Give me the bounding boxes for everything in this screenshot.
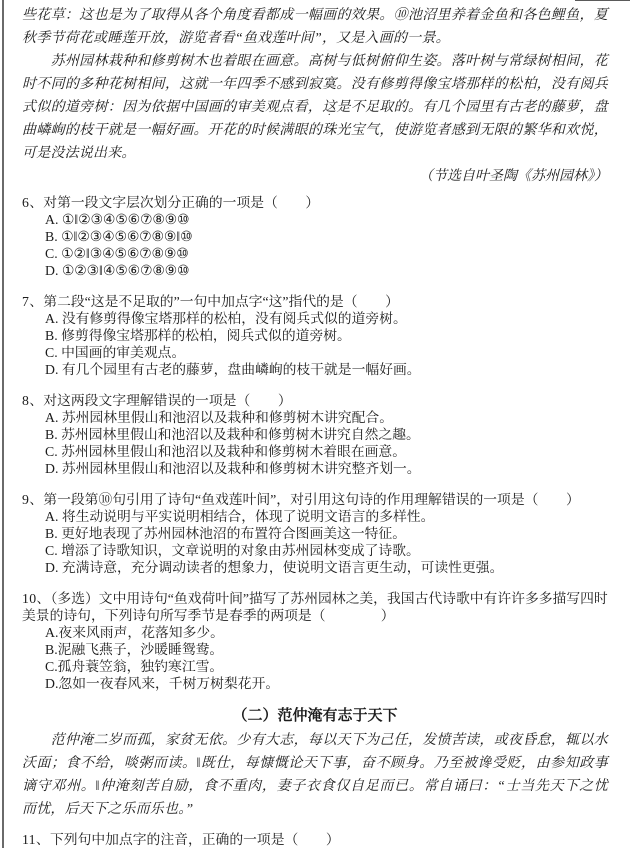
question-text: 下列句中加点字的注音，正确的一项是（ ） <box>49 832 340 847</box>
passage-line: 可是没法说出来。 <box>22 146 136 161</box>
option-b: B. ①‖②③④⑤⑥⑦⑧⑨‖⑩ <box>45 229 193 244</box>
question-8 <box>22 392 608 477</box>
passage-line: 秋季节荷花或睡莲开放，游览者看“鱼戏莲叶间”，又是入画的一景。 <box>22 31 450 46</box>
question-number: 6、 <box>22 195 44 210</box>
option-d: D. 充满诗意，充分调动读者的想象力，使说明文语言更生动，可读性更强。 <box>45 560 504 575</box>
passage-line: 时不同的多种花树相间，这就一年四季不感到寂寞。没有修剪得像宝塔那样的松柏，没有阅兵 <box>22 77 608 92</box>
option-c: C. ①②‖③④⑤⑥⑦⑧⑨⑩ <box>45 246 189 261</box>
question-text: 第一段第⑩句引用了诗句“鱼戏莲叶间”，对引用这句诗的作用理解错误的一项是（ ） <box>43 492 580 507</box>
passage-line: 苏州园林栽种和修剪树木也着眼在画意。高树与低树俯仰生姿。落叶树与常绿树相间，花 <box>22 54 608 69</box>
question-text: （多选）文中用诗句“鱼戏荷叶间”描写了苏州园林之美，我国古代诗歌中有许许多多描写四时美景的诗句，下列诗句所写季节是春季的两项是（ ） <box>22 591 608 623</box>
question-stem <box>22 590 608 624</box>
question-7 <box>22 293 608 378</box>
passage-line <box>22 96 608 119</box>
question-text: 第二段“这是不足取的”一句中加点字“这”指代的是（ ） <box>43 294 399 309</box>
option-b: B. 更好地表现了苏州园林池沼的布置符合图画美这一特征。 <box>45 526 407 541</box>
option-d: D. 有几个园里有古老的藤萝，盘曲嶙峋的枝干就是一幅好画。 <box>45 362 421 377</box>
question-number: 7、 <box>22 294 44 309</box>
section-fanzhongyan <box>22 706 608 821</box>
question-11 <box>22 831 608 848</box>
passage-line: 曲嶙峋的枝干就是一幅好画。开花的时候满眼的珠光宝气，使游览者感到无限的繁华和欢悦， <box>22 123 608 138</box>
emphasis-dotted-char: 这 <box>322 100 337 115</box>
passage-line: 而忧，后天下之乐而乐也。” <box>22 802 194 817</box>
option-b: B. 苏州园林里假山和池沼以及栽种和修剪树木讲究自然之趣。 <box>45 427 420 442</box>
page-border-top <box>575 0 630 1</box>
option-d: D. ①②③‖④⑤⑥⑦⑧⑨⑩ <box>45 263 190 278</box>
option-a: A. 没有修剪得像宝塔那样的松柏，没有阅兵式似的道旁树。 <box>45 311 407 326</box>
option-c: C. 增添了诗歌知识，文章说明的对象由苏州园林变成了诗歌。 <box>45 543 420 558</box>
question-number: 10、 <box>22 591 51 606</box>
question-9 <box>22 491 608 576</box>
passage-fanzhongyan <box>22 729 608 821</box>
passage-line: 谪守邓州。‖仲淹刻苦自励，食不重肉，妻子衣食仅自足而已。常自诵曰：“士当先天下之忧 <box>22 779 608 794</box>
question-list <box>22 194 608 692</box>
option-a: A. 将生动说明与平实说明相结合，体现了说明文语言的多样性。 <box>45 509 435 524</box>
question-text: 对第一段文字层次划分正确的一项是（ ） <box>43 195 320 210</box>
question-number: 8、 <box>22 393 44 408</box>
passage-text: 是不足取的。有几个园里有古老的藤萝，盘 <box>336 100 608 115</box>
option-b: B. 修剪得像宝塔那样的松柏，阅兵式似的道旁树。 <box>45 328 351 343</box>
question-stem <box>22 491 608 508</box>
passage-line: 沃面；食不给，啖粥而读。‖既仕，每慷慨论天下事，奋不顾身。乃至被谗受贬，由参知政事 <box>22 756 608 771</box>
question-6 <box>22 194 608 279</box>
passage-suzhou <box>22 4 608 188</box>
question-stem <box>22 392 608 409</box>
question-number: 9、 <box>22 492 44 507</box>
option-c: C. 中国画的审美观点。 <box>45 345 186 360</box>
option-a: A. 苏州园林里假山和池沼以及栽种和修剪树木讲究配合。 <box>45 410 393 425</box>
question-stem <box>22 293 608 310</box>
option-a: A.夜来风雨声，花落知多少。 <box>45 625 224 640</box>
section-title: （二）范仲淹有志于天下 <box>232 707 398 724</box>
question-stem <box>22 194 608 211</box>
question-number: 11、 <box>22 832 50 847</box>
question-stem <box>22 831 608 848</box>
passage-text: 式似的道旁树：因为依据中国画的审美观点看， <box>22 100 323 115</box>
passage-attribution: （节选自叶圣陶《苏州园林》） <box>419 169 608 184</box>
page-border-left <box>2 0 4 848</box>
passage-line: 范仲淹二岁而孤，家贫无依。少有大志，每以天下为己任，发愤苦读，或夜昏怠，辄以水 <box>22 733 608 748</box>
option-d: D. 苏州园林里假山和池沼以及栽种和修剪树木讲究整齐划一。 <box>45 461 421 476</box>
question-text: 对这两段文字理解错误的一项是（ ） <box>43 393 292 408</box>
option-c: C. 苏州园林里假山和池沼以及栽种和修剪树木着眼在画意。 <box>45 444 407 459</box>
option-b: B.泥融飞燕子，沙暖睡鸳鸯。 <box>45 642 224 657</box>
question-10 <box>22 590 608 692</box>
passage-line: 些花草：这也是为了取得从各个角度看都成一幅画的效果。⑩池沼里养着金鱼和各色鲤鱼，夏 <box>22 8 608 23</box>
option-a: A. ①‖②③④⑤⑥⑦⑧⑨⑩ <box>45 212 190 227</box>
option-d: D.忽如一夜春风来，千树万树梨花开。 <box>45 676 280 691</box>
option-c: C.孤舟蓑笠翁，独钓寒江雪。 <box>45 659 224 674</box>
